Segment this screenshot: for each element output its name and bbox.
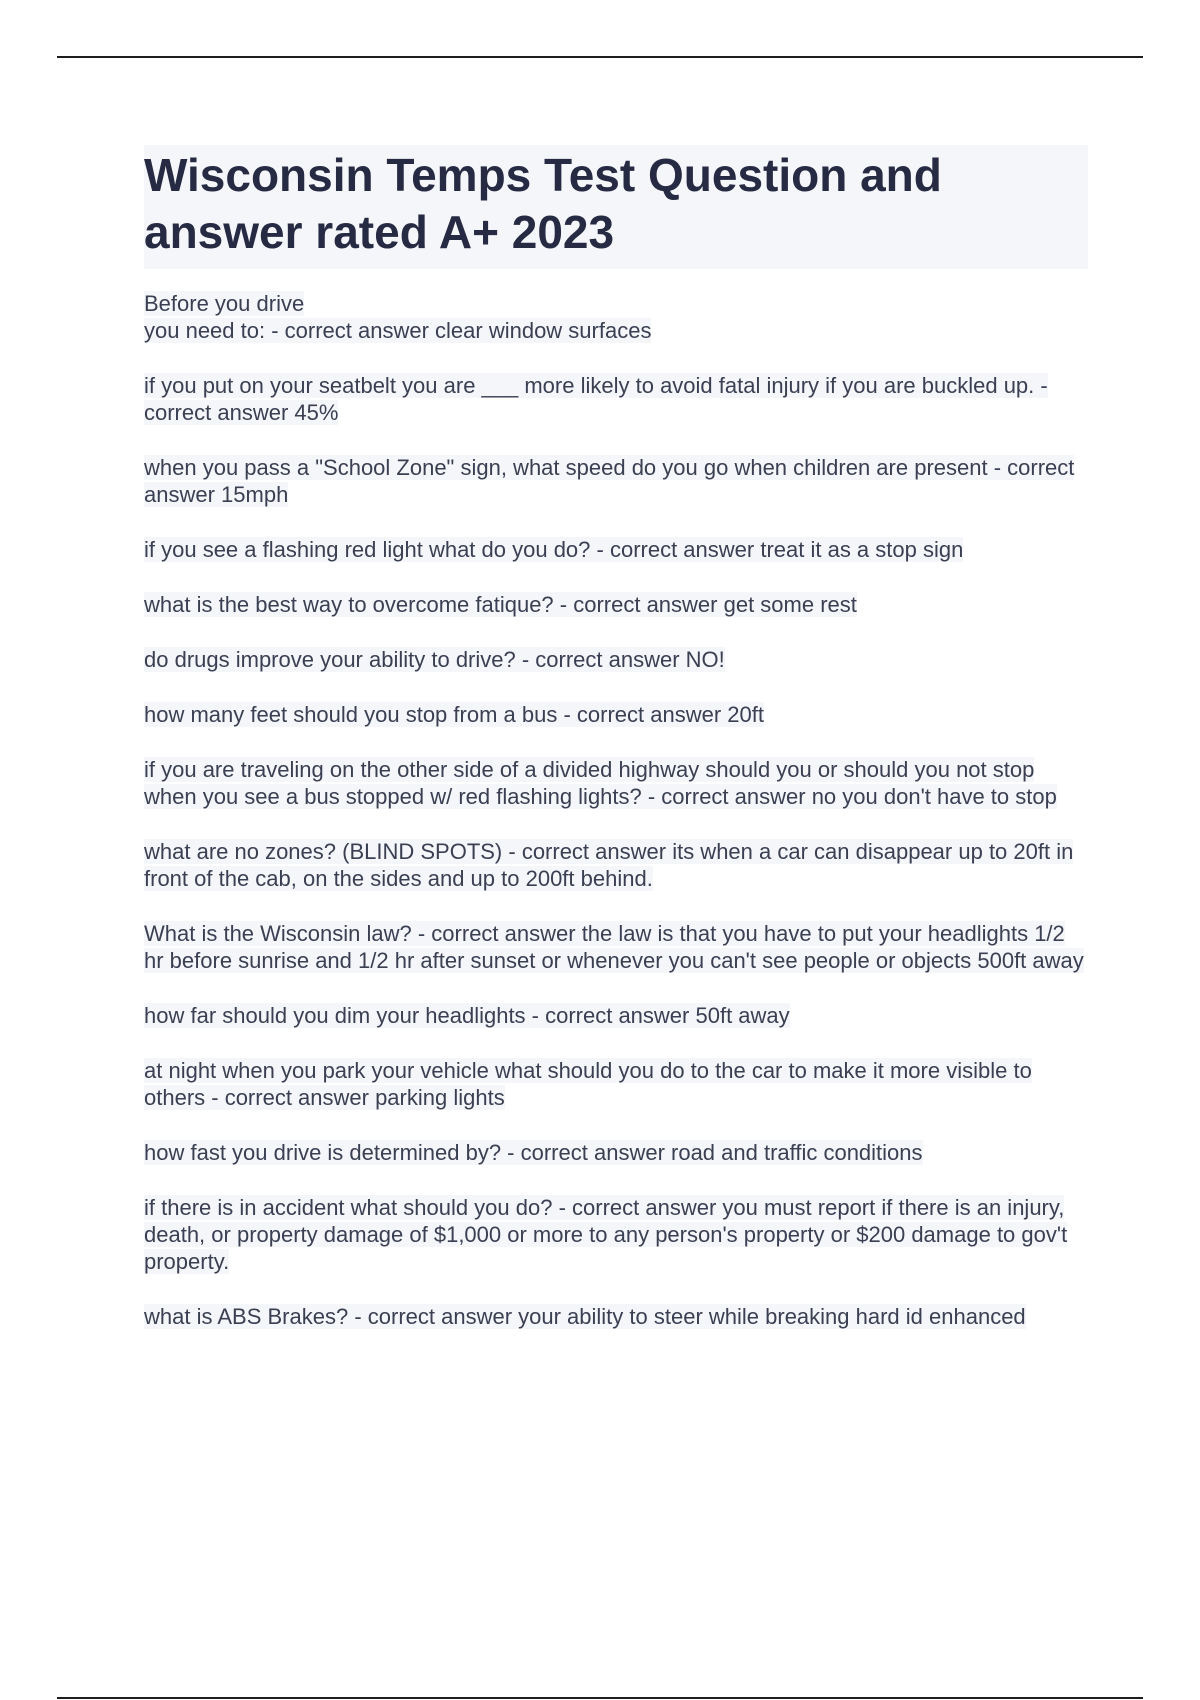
qa-item [144, 756, 1088, 810]
qa-list [144, 290, 1088, 1330]
qa-text: if you see a flashing red light what do you do? - correct answer treat it as a stop sign [144, 537, 964, 562]
qa-item [144, 290, 1088, 344]
qa-item [144, 454, 1088, 508]
qa-text: how fast you drive is determined by? - correct answer road and traffic conditions [144, 1140, 923, 1165]
qa-text: at night when you park your vehicle what should you do to the car to make it more visible to others - correct answer parking lights [144, 1058, 1032, 1110]
qa-text: do drugs improve your ability to drive? - correct answer NO! [144, 647, 725, 672]
qa-item [144, 1194, 1088, 1275]
document-body [144, 145, 1088, 1358]
qa-text: if you put on your seatbelt you are ___ more likely to avoid fatal injury if you are buckled up. - correct answer 45% [144, 373, 1048, 425]
qa-text: if there is in accident what should you do? - correct answer you must report if there is an injury, death, or property damage of $1,000 or more to any person's property or $200 damage to gov't property. [144, 1195, 1068, 1274]
qa-item [144, 1303, 1088, 1330]
qa-item [144, 1057, 1088, 1111]
qa-text: how many feet should you stop from a bus - correct answer 20ft [144, 702, 764, 727]
top-rule [57, 56, 1143, 58]
qa-item [144, 1139, 1088, 1166]
qa-item [144, 701, 1088, 728]
title-block [144, 145, 1088, 269]
qa-text: if you are traveling on the other side of a divided highway should you or should you not stop when you see a bus stopped w/ red flashing lights? - correct answer no you don't have to stop [144, 757, 1057, 809]
qa-text: what are no zones? (BLIND SPOTS) - correct answer its when a car can disappear up to 20ft in front of the cab, on the sides and up to 200ft behind. [144, 839, 1074, 891]
qa-text: when you pass a "School Zone" sign, what speed do you go when children are present - correct answer 15mph [144, 455, 1075, 507]
qa-item [144, 920, 1088, 974]
qa-text: what is the best way to overcome fatique? - correct answer get some rest [144, 592, 857, 617]
qa-item [144, 646, 1088, 673]
qa-item [144, 536, 1088, 563]
bottom-rule [57, 1697, 1143, 1699]
qa-item [144, 372, 1088, 426]
qa-item [144, 591, 1088, 618]
qa-text: Before you drive you need to: - correct answer clear window surfaces [144, 291, 652, 343]
qa-text: What is the Wisconsin law? - correct answer the law is that you have to put your headlights 1/2 hr before sunrise and 1/2 hr after sunset or whenever you can't see people or objects 500ft away [144, 921, 1084, 973]
qa-text: how far should you dim your headlights - correct answer 50ft away [144, 1003, 790, 1028]
qa-text: what is ABS Brakes? - correct answer your ability to steer while breaking hard id enhanced [144, 1304, 1026, 1329]
qa-item [144, 838, 1088, 892]
qa-item [144, 1002, 1088, 1029]
document-title: Wisconsin Temps Test Question and answer rated A+ 2023 [144, 149, 942, 258]
